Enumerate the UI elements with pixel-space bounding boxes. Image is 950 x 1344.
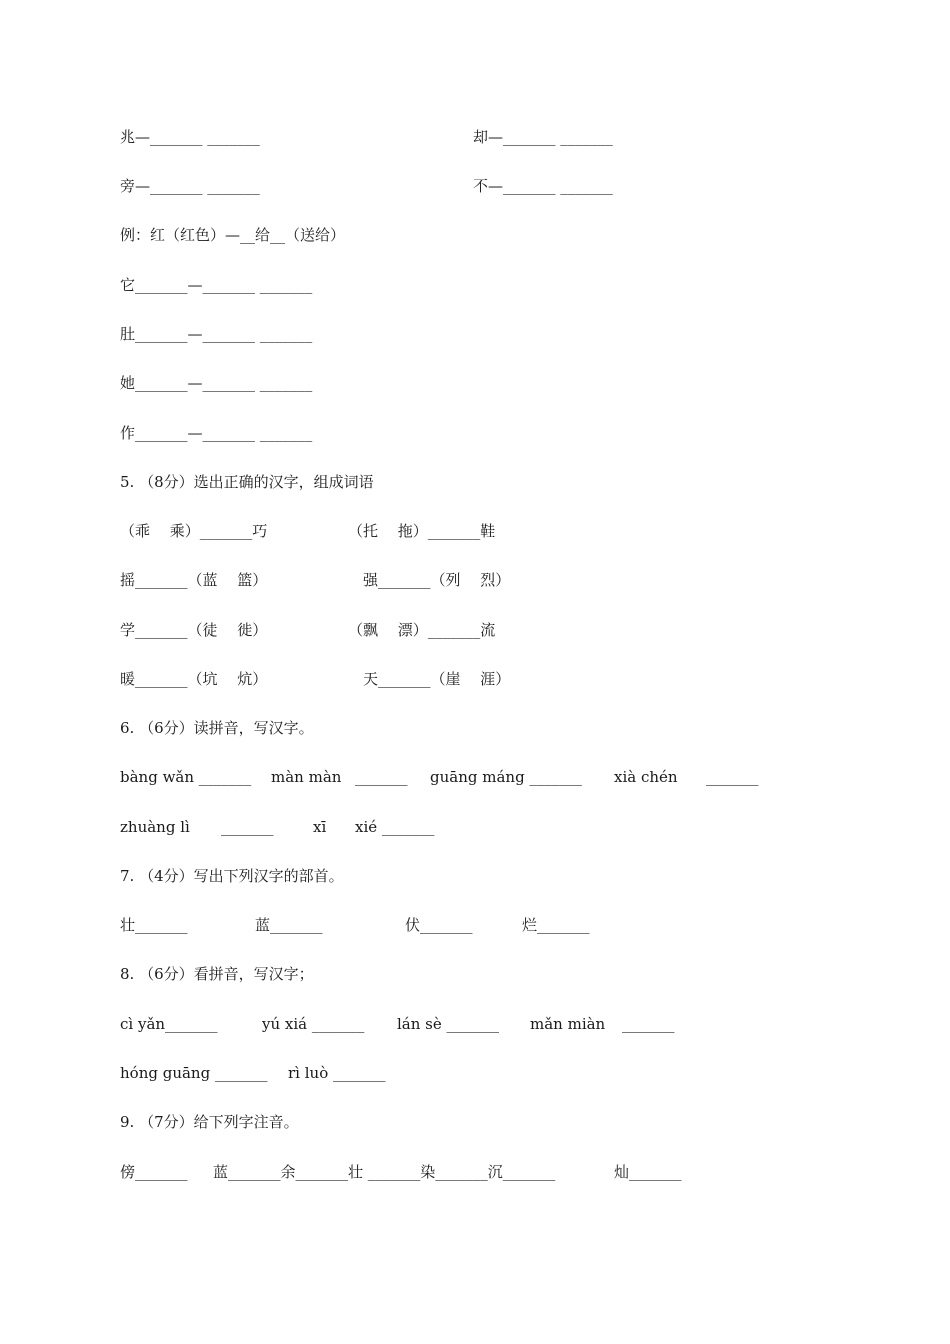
q7-item-lan-2: 烂_______ — [522, 916, 590, 934]
q8-pinyin-riluo: rì luò _______ — [288, 1064, 386, 1082]
q5-item-tian: 天_______（崖 涯） — [363, 670, 511, 688]
item-zuo: 作_______—_______ _______ — [120, 424, 313, 442]
q8-pinyin-manmian: mǎn miàn — [530, 1015, 606, 1033]
item-row-du — [0, 323, 950, 345]
q6-blank-manman: _______ — [355, 768, 408, 786]
question-9-row-1 — [0, 1161, 950, 1183]
q6-pinyin-xiachen: xià chén — [614, 768, 678, 786]
question-8-text: 8. （6分）看拼音，写汉字； — [120, 965, 314, 983]
question-5-row-3 — [0, 619, 950, 641]
item-ta-she: 她_______—_______ _______ — [120, 374, 313, 392]
question-5-row-1 — [0, 520, 950, 542]
q6-pinyin-xi: xī — [313, 818, 327, 836]
question-7-title — [0, 865, 950, 887]
q6-pinyin-manman: màn màn — [271, 768, 342, 786]
q7-item-fu: 伏_______ — [405, 916, 473, 934]
q5-item-qiang: 强_______（列 烈） — [363, 571, 511, 589]
q8-pinyin-hongguang: hóng guāng _______ — [120, 1064, 268, 1082]
q6-pinyin-xie: xié _______ — [355, 818, 435, 836]
q8-pinyin-yuxia: yú xiá _______ — [262, 1015, 365, 1033]
q8-blank-manmian: _______ — [622, 1015, 675, 1033]
q5-item-xue: 学_______（徒 徙） — [120, 621, 268, 639]
q5-item-tuo: （托 拖）_______鞋 — [348, 522, 496, 540]
q5-item-guai-cheng: （乖 乘）_______巧 — [120, 522, 268, 540]
q8-pinyin-lanse: lán sè _______ — [397, 1015, 500, 1033]
q6-pinyin-guangmang: guāng máng _______ — [430, 768, 582, 786]
q9-item-bang: 傍_______ — [120, 1163, 188, 1181]
item-zhao: 兆—_______ _______ — [120, 128, 260, 146]
question-7-row-1 — [0, 914, 950, 936]
item-du: 肚_______—_______ _______ — [120, 325, 313, 343]
question-6-title — [0, 717, 950, 739]
word-building-row-pang-bu — [0, 175, 950, 197]
q8-pinyin-ciyan: cì yǎn_______ — [120, 1015, 218, 1033]
item-que: 却—_______ _______ — [473, 128, 613, 146]
item-bu: 不—_______ _______ — [473, 177, 613, 195]
q5-item-nuan: 暖_______（坑 炕） — [120, 670, 268, 688]
question-5-row-4 — [0, 668, 950, 690]
q5-item-piao: （飘 漂）_______流 — [348, 621, 496, 639]
question-6-row-1 — [0, 766, 950, 788]
q6-blank-zhuangli: _______ — [221, 818, 274, 836]
item-pang: 旁—_______ _______ — [120, 177, 260, 195]
example-text: 例：红（红色）—__给__（送给） — [120, 226, 346, 244]
q9-items-middle: 蓝_______余_______壮 _______染_______沉_______ — [213, 1163, 556, 1181]
item-ta: 它_______—_______ _______ — [120, 276, 313, 294]
q7-item-zhuang: 壮_______ — [120, 916, 188, 934]
item-row-ta — [0, 274, 950, 296]
question-8-row-1 — [0, 1013, 950, 1035]
question-5-text: 5. （8分）选出正确的汉字，组成词语 — [120, 473, 374, 491]
question-9-text: 9. （7分）给下列字注音。 — [120, 1113, 299, 1131]
q6-pinyin-bangwan: bàng wǎn _______ — [120, 768, 252, 786]
question-5-row-2 — [0, 569, 950, 591]
q7-item-lan: 蓝_______ — [255, 916, 323, 934]
q6-pinyin-zhuangli: zhuàng lì — [120, 818, 190, 836]
q9-item-can: 灿_______ — [614, 1163, 682, 1181]
word-building-row-zhao-que — [0, 126, 950, 148]
q6-blank-xiachen: _______ — [706, 768, 759, 786]
question-6-row-2 — [0, 816, 950, 838]
question-9-title — [0, 1111, 950, 1133]
question-7-text: 7. （4分）写出下列汉字的部首。 — [120, 867, 344, 885]
question-6-text: 6. （6分）读拼音，写汉字。 — [120, 719, 314, 737]
item-row-ta-she — [0, 372, 950, 394]
q5-item-yao: 摇_______（蓝 篮） — [120, 571, 268, 589]
example-line — [0, 224, 950, 246]
question-8-row-2 — [0, 1062, 950, 1084]
question-5-title — [0, 471, 950, 493]
question-8-title — [0, 963, 950, 985]
item-row-zuo — [0, 422, 950, 444]
